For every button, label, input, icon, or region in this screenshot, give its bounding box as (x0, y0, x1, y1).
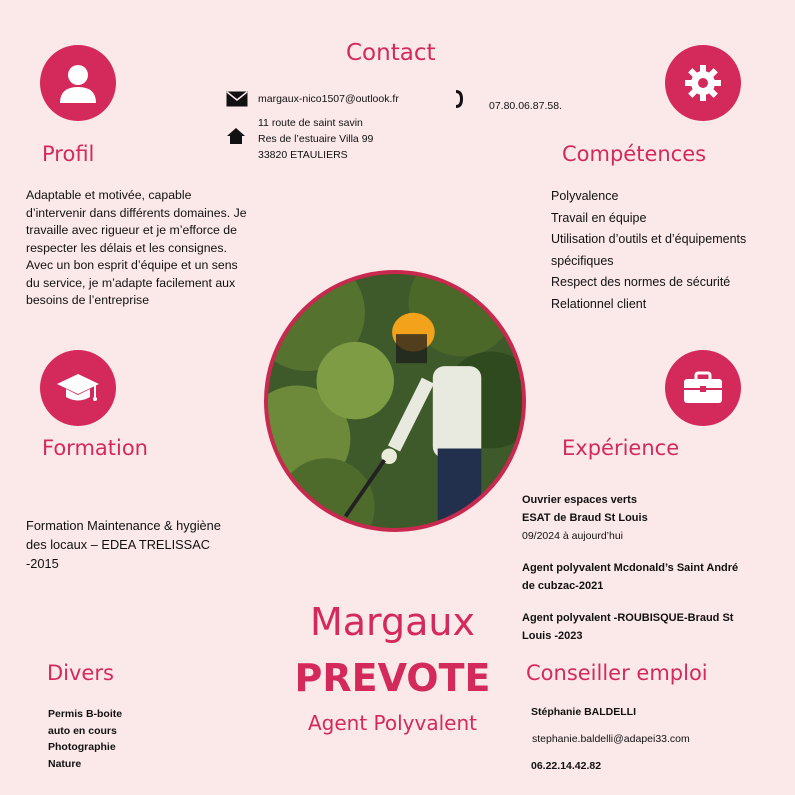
contact-address (258, 115, 373, 163)
divers-list (48, 706, 143, 772)
experience-list (522, 491, 757, 645)
list-item: Polyvalence (551, 189, 619, 203)
list-item: Nature (48, 757, 82, 770)
list-item: Photographie (48, 741, 116, 753)
list-item: Permis B-boite auto en cours (48, 708, 123, 737)
phone-icon (454, 89, 466, 114)
job-entry: Agent polyvalent -ROUBISQUE-Braud St Louis -2023 (522, 612, 734, 642)
job-entry (522, 491, 757, 545)
list-item: Respect des normes de sécurité (551, 275, 731, 289)
contact-phone[interactable]: 07.80.06.87.58. (489, 100, 562, 112)
profile-photo (264, 270, 526, 532)
profil-text: Adaptable et motivée, capable d’intervenir dans différents domaines. Je travaille avec rigueur et je m’efforce de respecter les délais et les consignes. Avec un bon esprit d’équipe et un sens du service, je m’adapte facilement aux besoins de l’entreprise (26, 188, 247, 307)
formation-text: Formation Maintenance & hygiène des locaux – EDEA TRELISSAC -2015 (26, 518, 221, 571)
graduation-cap-icon (40, 350, 116, 426)
job-entry: Agent polyvalent Mcdonald’s Saint André de cubzac-2021 (522, 562, 739, 592)
contact-title: Contact (346, 40, 436, 66)
competences-title: Compétences (562, 142, 707, 166)
list-item: Travail en équipe (551, 210, 647, 225)
contact-email[interactable]: margaux-nico1507@outlook.fr (258, 93, 399, 105)
briefcase-icon (665, 350, 741, 426)
conseiller-title: Conseiller emploi (526, 661, 708, 685)
formation-title: Formation (42, 436, 148, 460)
job-title: Ouvrier espaces verts (522, 494, 637, 506)
competences-list (551, 186, 781, 315)
user-icon (40, 45, 116, 121)
home-icon (226, 127, 246, 150)
envelope-icon (226, 91, 248, 112)
list-item: Utilisation d’outils et d’équipements spécifiques (551, 232, 747, 268)
conseiller-email[interactable]: stephanie.baldelli@adapei33.com (532, 733, 690, 745)
job-role: Agent Polyvalent (307, 711, 477, 735)
job-dates: 09/2024 à aujourd’hui (522, 530, 624, 542)
experience-title: Expérience (562, 436, 680, 460)
list-item: Relationnel client (551, 296, 647, 311)
address-line-2: Res de l’estuaire Villa 99 (258, 133, 374, 145)
job-employer: ESAT de Braud St Louis (522, 512, 648, 524)
divers-title: Divers (47, 661, 114, 685)
last-name: PREVOTE (294, 656, 491, 700)
first-name: Margaux (309, 600, 475, 644)
profil-title: Profil (42, 142, 95, 166)
address-line-1: 11 route de saint savin (258, 117, 363, 129)
gear-icon (665, 45, 741, 121)
conseiller-phone[interactable]: 06.22.14.42.82 (531, 760, 602, 772)
conseiller-name: Stéphanie BALDELLI (531, 706, 637, 718)
address-line-3: 33820 ETAULIERS (258, 149, 348, 161)
